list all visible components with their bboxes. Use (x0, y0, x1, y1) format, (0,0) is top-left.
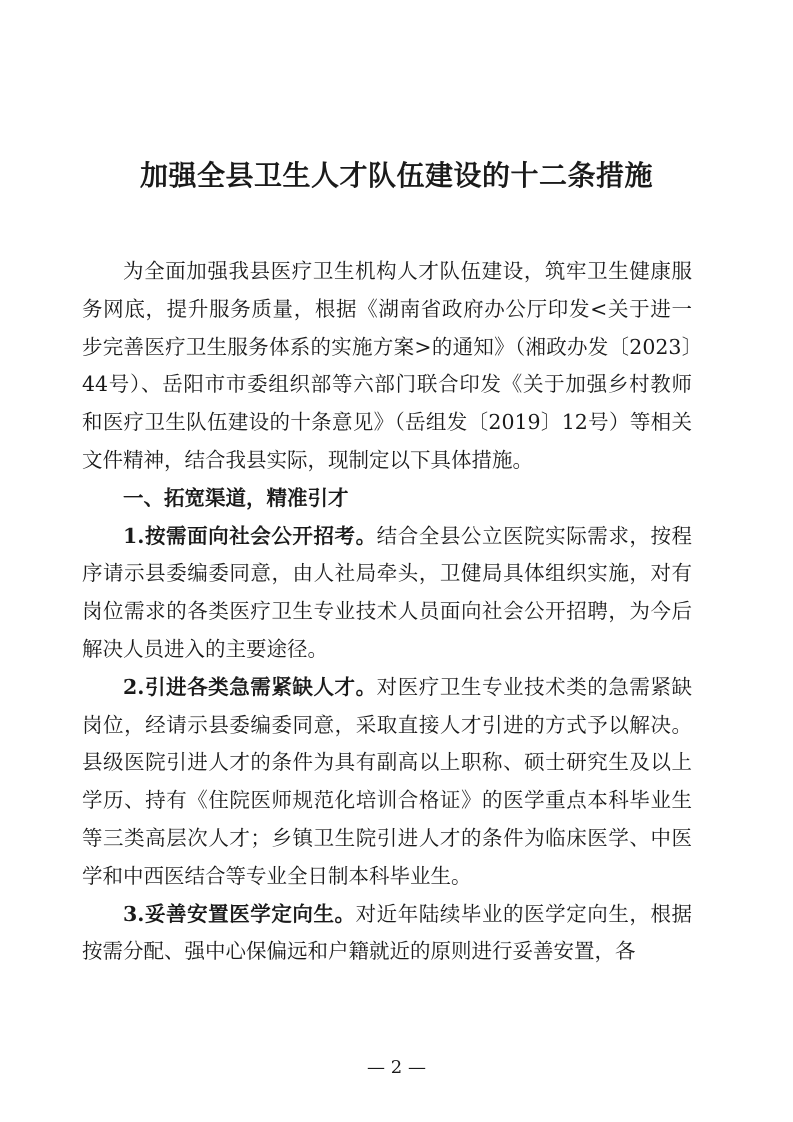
item-number: 3. (123, 901, 145, 926)
item-lead: 妥善安置医学定向生。 (144, 901, 356, 926)
item-text: 结合全县公立医院实际需求，按程序请示县委编委同意，由人社局牵头，卫健局具体组织实施，对有岗位需求的各类医疗卫生专业技术人员面向社会公开招聘，为今后解决人员进入的主要途径。 (82, 523, 693, 661)
measure-item-3 (82, 896, 692, 972)
item-text: 对近年陆续毕业的医学定向生，根据按需分配、强中心保偏远和户籍就近的原则进行妥善安置，各 (82, 901, 693, 964)
item-lead: 引进各类急需紧缺人才。 (144, 674, 377, 699)
page-number: — 2 — (367, 1057, 426, 1078)
item-number: 2. (123, 674, 145, 699)
measure-item-2 (82, 669, 692, 896)
item-lead: 按需面向社会公开招考。 (144, 523, 377, 548)
measure-item-1 (82, 518, 692, 669)
item-text: 对医疗卫生专业技术类的急需紧缺岗位，经请示县委编委同意，采取直接人才引进的方式予以解决。县级医院引进人才的条件为具有副高以上职称、硕士研究生及以上学历、持有《住院医师规范化培训合格证》的医学重点本科毕业生等三类高层次人才；乡镇卫生院引进人才的条件为临床医学、中医学和中西医结合等专业全日制本科毕业生。 (82, 674, 693, 888)
document-body (82, 253, 692, 971)
section-heading: 一、拓宽渠道，精准引才 (123, 485, 349, 510)
intro-paragraph: 为全面加强我县医疗卫生机构人才队伍建设，筑牢卫生健康服务网底，提升服务质量，根据《湖南省政府办公厅印发<关于进一步完善医疗卫生服务体系的实施方案>的通知》（湘政办发〔2023〕44号）、岳阳市市委组织部等六部门联合印发《关于加强乡村教师和医疗卫生队伍建设的十条意见》（岳组发〔2019〕12号）等相关文件精神，结合我县实际，现制定以下具体措施。 (82, 259, 692, 472)
item-number: 1. (123, 523, 145, 548)
document-title: 加强全县卫生人才队伍建设的十二条措施 (139, 159, 653, 192)
